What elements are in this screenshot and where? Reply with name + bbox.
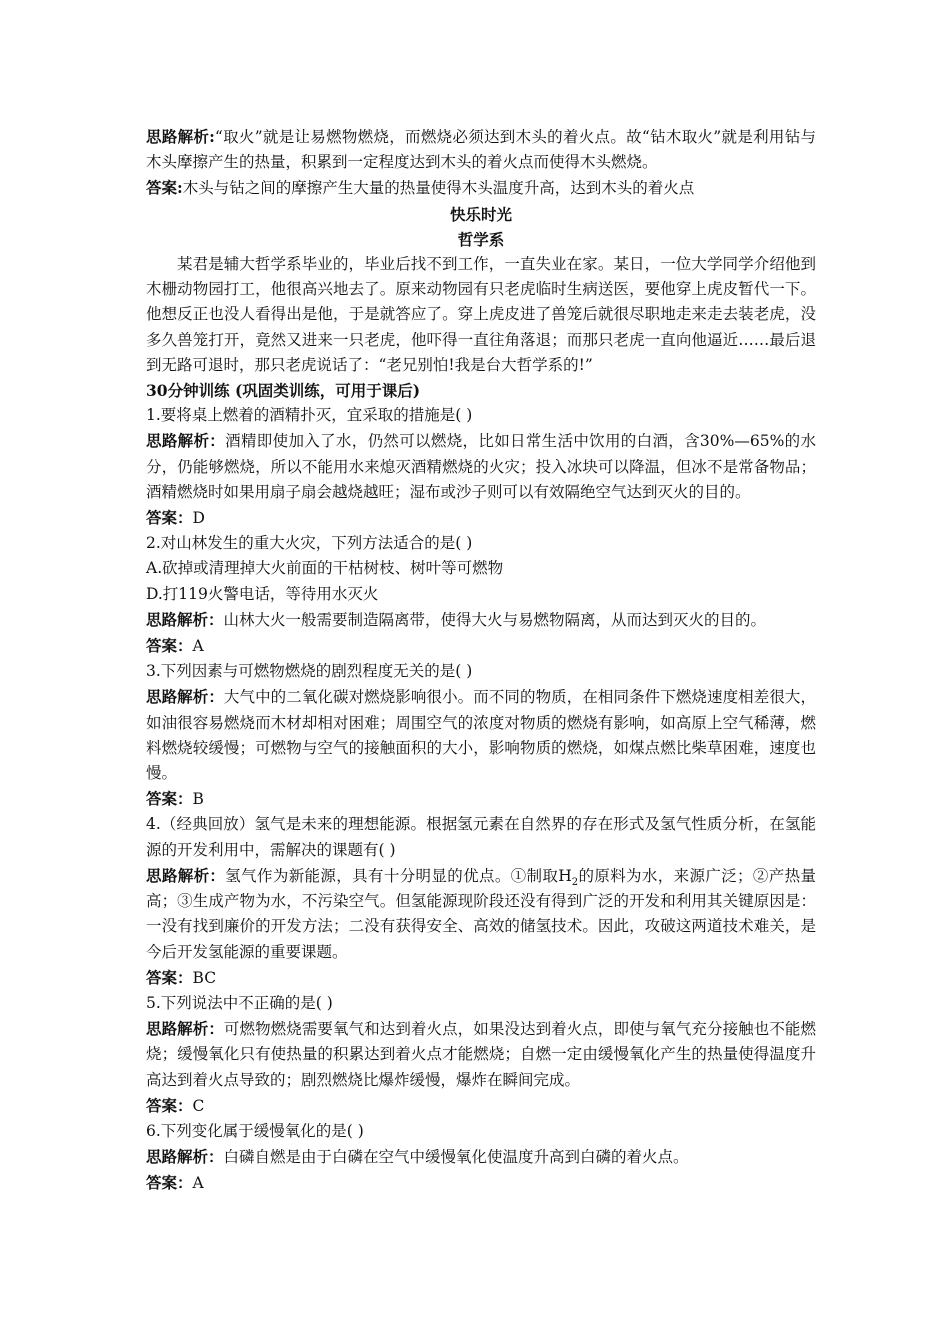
- analysis-label: 思路解析：: [146, 1019, 224, 1039]
- answer-label: 答案：: [146, 636, 193, 656]
- analysis-label: 思路解析：: [146, 865, 226, 885]
- answer-2: [146, 633, 816, 659]
- answer-text: A: [192, 637, 204, 656]
- subscript: 2: [571, 876, 579, 888]
- answer-1: [146, 505, 816, 531]
- analysis-4: [146, 863, 816, 965]
- analysis-text-1: 氢气作为新能源，具有十分明显的优点。①制取H: [225, 866, 572, 885]
- analysis-text-2: 的原料为水，来源广泛；②产热量高；③生成产物为水，不污染空气。但氢能源现阶段还没有得到广泛的开发和利用其关键原因是：一没有找到廉价的开发方法；二没有获得安全、高效的储氢技术。因此，攻破这两道技术难关，是今后开发氢能源的重要课题。: [146, 866, 816, 961]
- analysis-text: 白磷自燃是由于白磷在空气中缓慢氧化使温度升高到白磷的着火点。: [223, 1148, 689, 1167]
- answer-5: [146, 1093, 816, 1119]
- answer-text: B: [192, 790, 204, 809]
- analysis-2: [146, 607, 816, 633]
- analysis-label: 思路解析：: [146, 687, 224, 707]
- option-d: D.打119火警电话，等待用水灭火: [146, 584, 379, 603]
- analysis-1: [146, 428, 816, 505]
- analysis-label: 思路解析：: [146, 1147, 224, 1167]
- answer-label: 答案：: [146, 508, 193, 528]
- answer-text: C: [192, 1096, 205, 1115]
- answer-6: [146, 1170, 816, 1196]
- answer-label: 答案：: [146, 967, 193, 987]
- story-title: 哲学系: [457, 229, 505, 249]
- analysis-6: [146, 1144, 816, 1170]
- question-2: 2.对山林发生的重大火灾，下列方法适合的是( ): [146, 534, 473, 553]
- answer-text: BC: [192, 968, 217, 987]
- analysis-text: 酒精即使加入了水，仍然可以燃烧，比如日常生活中饮用的白酒，含30%—65%的水分，仍能够燃烧，所以不能用水来熄灭酒精燃烧的火灾；投入冰块可以降温，但冰不是常备物品；酒精燃烧时如果用扇子扇会越烧越旺；湿布或沙子则可以有效隔绝空气达到灭火的目的。: [146, 432, 816, 501]
- answer-4: [146, 965, 816, 991]
- answer-text: D: [192, 509, 205, 528]
- analysis-text: 可燃物燃烧需要氧气和达到着火点，如果没达到着火点，即使与氧气充分接触也不能燃烧；缓慢氧化只有使热量的积累达到着火点才能燃烧；自燃一定由缓慢氧化产生的热量使得温度升高达到着火点导致的；剧烈燃烧比爆炸缓慢，爆炸在瞬间完成。: [146, 1020, 816, 1089]
- analysis-text: 山林大火一般需要制造隔离带，使得大火与易燃物隔离，从而达到灭火的目的。: [223, 610, 767, 629]
- answer-3: [146, 786, 816, 812]
- intro-analysis: [146, 124, 816, 175]
- question-1: 1.要将桌上燃着的酒精扑灭，宜采取的措施是( ): [146, 406, 473, 425]
- analysis-5: [146, 1016, 816, 1093]
- training-heading: 30分钟训练 (巩固类训练，可用于课后): [146, 381, 421, 401]
- question-6: 6.下列变化属于缓慢氧化的是( ): [146, 1121, 364, 1140]
- question-3: 3.下列因素与可燃物燃烧的剧烈程度无关的是( ): [146, 662, 473, 681]
- section-title: 快乐时光: [449, 204, 512, 224]
- option-a: A.砍掉或清理掉大火前面的干枯树枝、树叶等可燃物: [146, 559, 504, 578]
- analysis-label: 思路解析:: [146, 127, 215, 146]
- answer-text: 木头与钻之间的摩擦产生大量的热量使得木头温度升高，达到木头的着火点: [182, 179, 695, 198]
- answer-text: A: [192, 1174, 204, 1193]
- analysis-text: “取火”就是让易燃物燃烧，而燃烧必须达到木头的着火点。故“钻木取火”就是利用钻与木头摩擦产生的热量，积累到一定程度达到木头的着火点而使得木头燃烧。: [146, 128, 816, 172]
- analysis-label: 思路解析：: [146, 609, 224, 629]
- analysis-text: 大气中的二氧化碳对燃烧影响很小。而不同的物质，在相同条件下燃烧速度相差很大，如油很容易燃烧而木材却相对困难；周围空气的浓度对物质的燃烧有影响，如高原上空气稀薄，燃料燃烧较缓慢；可燃物与空气的接触面积的大小，影响物质的燃烧，如煤点燃比柴草困难，速度也慢。: [146, 688, 816, 783]
- question-5: 5.下列说法中不正确的是( ): [146, 993, 333, 1012]
- answer-label: 答案:: [146, 178, 183, 198]
- intro-answer: [146, 175, 816, 201]
- analysis-label: 思路解析：: [146, 431, 226, 451]
- document-page: [146, 124, 816, 1197]
- answer-label: 答案：: [146, 1095, 193, 1115]
- question-4: 4.（经典回放）氢气是未来的理想能源。根据氢元素在自然界的存在形式及氢气性质分析，在氢能源的开发利用中，需解决的课题有( ): [146, 815, 816, 859]
- answer-label: 答案：: [146, 789, 193, 809]
- analysis-3: [146, 684, 816, 786]
- story-paragraph: 某君是辅大哲学系毕业的，毕业后找不到工作，一直失业在家。某日，一位大学同学介绍他到木栅动物园打工，他很高兴地去了。原来动物园有只老虎临时生病送医，要他穿上虎皮暂代一下。他想反正也没人看得出是他，于是就答应了。穿上虎皮进了兽笼后就很尽职地走来走去装老虎，没多久兽笼打开，竟然又进来一只老虎，他吓得一直往角落退；而那只老虎一直向他逼近……最后退到无路可退时，那只老虎说话了：“老兄别怕!我是台大哲学系的!”: [146, 255, 816, 374]
- answer-label: 答案：: [146, 1173, 193, 1193]
